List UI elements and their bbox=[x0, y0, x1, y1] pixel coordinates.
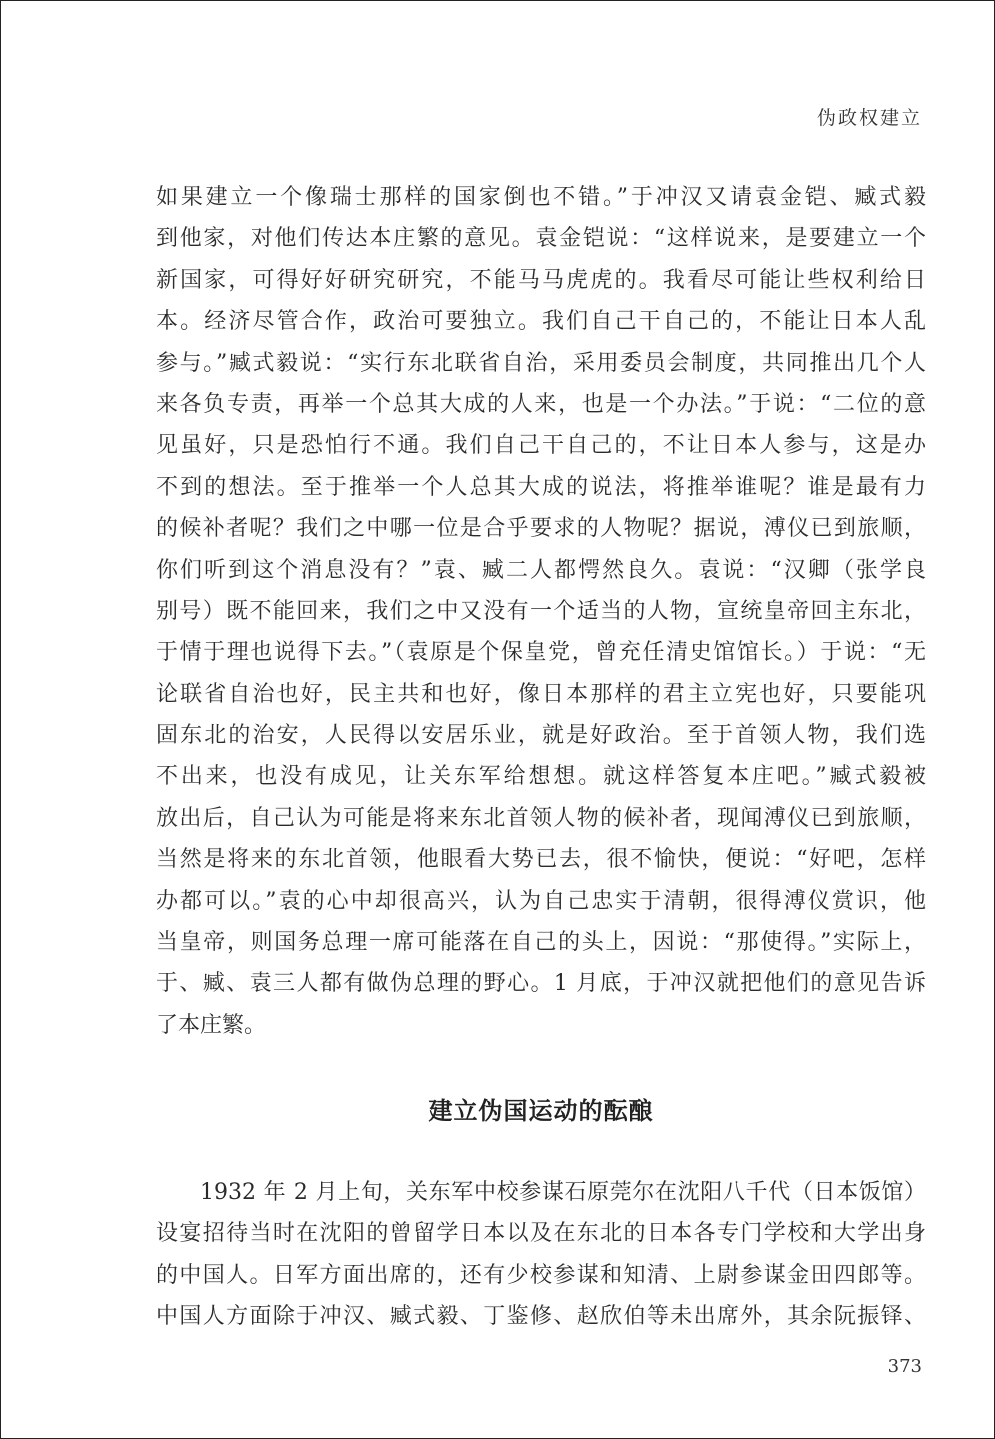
text-line: 设宴招待当时在沈阳的曾留学日本以及在东北的日本各专门学校和大学出身 bbox=[156, 1221, 926, 1247]
running-head: 伪政权建立 bbox=[816, 107, 922, 129]
text-line: 你们听到这个消息没有？”袁、臧二人都愕然良久。袁说：“汉卿（张学良 bbox=[156, 557, 926, 583]
text-line: 见虽好，只是恐怕行不通。我们自己干自己的，不让日本人参与，这是办 bbox=[156, 433, 926, 459]
text-line: 论联省自治也好，民主共和也好，像日本那样的君主立宪也好，只要能巩 bbox=[156, 681, 926, 707]
text-line: 如果建立一个像瑞士那样的国家倒也不错。”于冲汉又请袁金铠、臧式毅 bbox=[156, 185, 926, 210]
text-line: 1932 年 2 月上旬，关东军中校参谋石原莞尔在沈阳八千代（日本饭馆） bbox=[200, 1180, 926, 1205]
text-line: 新国家，可得好好研究研究，不能马马虎虎的。我看尽可能让些权利给日 bbox=[156, 267, 926, 293]
text-line: 的中国人。日军方面出席的，还有少校参谋和知清、上尉参谋金田四郎等。 bbox=[156, 1262, 926, 1288]
body-text-section-1 bbox=[156, 177, 926, 1046]
section-heading: 建立伪国运动的酝酿 bbox=[428, 1097, 654, 1125]
text-line: 来各负专责，再举一个总其大成的人来，也是一个办法。”于说：“二位的意 bbox=[156, 391, 926, 417]
text-line: 于情于理也说得下去。”（袁原是个保皇党，曾充任清史馆馆长。）于说：“无 bbox=[156, 640, 926, 666]
text-line: 办都可以。”袁的心中却很高兴，认为自己忠实于清朝，很得溥仪赏识，他 bbox=[156, 888, 926, 914]
text-line: 参与。”臧式毅说：“实行东北联省自治，采用委员会制度，共同推出几个人 bbox=[156, 350, 926, 376]
text-line: 不出来，也没有成见，让关东军给想想。就这样答复本庄吧。”臧式毅被 bbox=[156, 764, 926, 790]
text-line: 了本庄繁。 bbox=[156, 1012, 267, 1038]
body-text-section-2 bbox=[156, 1172, 926, 1338]
page-number: 373 bbox=[887, 1356, 922, 1377]
text-line: 中国人方面除于冲汉、臧式毅、丁鉴修、赵欣伯等未出席外，其余阮振铎、 bbox=[156, 1304, 926, 1330]
text-line: 别号）既不能回来，我们之中又没有一个适当的人物，宣统皇帝回主东北， bbox=[156, 598, 926, 624]
text-line: 当皇帝，则国务总理一席可能落在自己的头上，因说：“那使得。”实际上， bbox=[156, 930, 926, 956]
text-line: 本。经济尽管合作，政治可要独立。我们自己干自己的，不能让日本人乱 bbox=[156, 309, 926, 335]
text-line: 的候补者呢？我们之中哪一位是合乎要求的人物呢？据说，溥仪已到旅顺， bbox=[156, 516, 926, 542]
text-line: 放出后，自己认为可能是将来东北首领人物的候补者，现闻溥仪已到旅顺， bbox=[156, 805, 926, 831]
text-line: 于、臧、袁三人都有做伪总理的野心。1 月底，于冲汉就把他们的意见告诉 bbox=[156, 971, 926, 997]
text-line: 到他家，对他们传达本庄繁的意见。袁金铠说：“这样说来，是要建立一个 bbox=[156, 226, 926, 252]
text-line: 当然是将来的东北首领，他眼看大势已去，很不愉快，便说：“好吧，怎样 bbox=[156, 847, 926, 873]
text-line: 固东北的治安，人民得以安居乐业，就是好政治。至于首领人物，我们选 bbox=[156, 723, 926, 749]
text-line: 不到的想法。至于推举一个人总其大成的说法，将推举谁呢？谁是最有力 bbox=[156, 474, 926, 500]
